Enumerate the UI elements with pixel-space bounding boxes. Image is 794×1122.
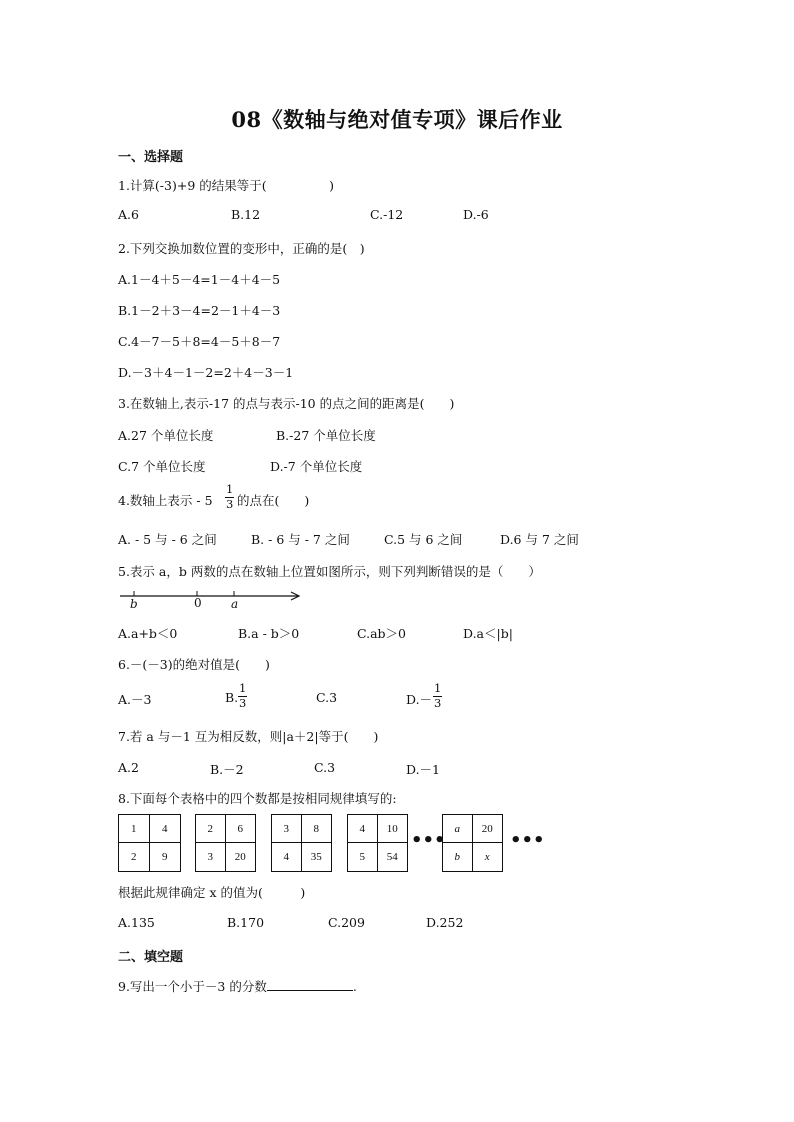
ellipsis-dots-2: •••	[510, 830, 545, 851]
q8-option-b[interactable]: B.170	[227, 915, 265, 930]
table-cell: 6	[226, 815, 256, 843]
table-cell: 20	[234, 851, 246, 863]
q6-option-b-prefix[interactable]: B.	[225, 690, 239, 705]
q5-option-c[interactable]: C.ab＞0	[357, 626, 406, 641]
number-line-label-a: a	[231, 597, 239, 611]
table-cell: 3	[272, 815, 302, 843]
q4-option-a[interactable]: A. - 5 与 - 6 之间	[118, 532, 217, 547]
q7-option-d[interactable]: D.－1	[406, 762, 441, 777]
table-cell: b	[443, 843, 473, 871]
q3-option-c[interactable]: C.7 个单位长度	[118, 459, 206, 474]
q2-option-c[interactable]: C.4－7－5＋8=4－5＋8－7	[118, 334, 281, 349]
question-1: 1.计算(-3)+9 的结果等于( )	[118, 178, 335, 193]
table-cell: 4	[348, 815, 378, 843]
q2-option-d[interactable]: D.－3＋4－1－2=2＋4－3－1	[118, 365, 294, 380]
q4-fraction-denominator: 3	[226, 496, 234, 511]
pattern-table-5	[442, 814, 503, 872]
q8-option-d[interactable]: D.252	[426, 915, 464, 930]
pattern-table-1	[118, 814, 181, 872]
table-cell: 20	[473, 815, 503, 843]
table-cell: 9	[162, 851, 168, 863]
ellipsis-dots-1: •••	[411, 830, 446, 851]
question-9-text: 9.写出一个小于－3 的分数	[118, 979, 267, 994]
q6-option-c[interactable]: C.3	[316, 690, 338, 705]
q6-d-numerator: 1	[434, 681, 442, 695]
table-cell: 4	[272, 843, 302, 871]
q2-option-b[interactable]: B.1－2＋3－4=2－1＋4－3	[118, 303, 281, 318]
q6-d-denominator: 3	[434, 695, 442, 710]
q7-option-a[interactable]: A.2	[118, 760, 139, 775]
q1-option-d[interactable]: D.-6	[463, 207, 489, 222]
pattern-table-3	[271, 814, 332, 872]
table-cell: 5	[348, 843, 378, 871]
page-title: 08《数轴与绝对值专项》课后作业	[231, 107, 563, 132]
table-cell: 1	[119, 815, 150, 843]
q4-fraction-numerator: 1	[226, 482, 234, 496]
q4-option-d[interactable]: D.6 与 7 之间	[500, 532, 579, 547]
pattern-table-2	[195, 814, 256, 872]
question-4-suffix: 的点在( )	[237, 493, 310, 508]
table-cell: 35	[310, 851, 322, 863]
q5-option-a[interactable]: A.a+b＜0	[118, 626, 178, 641]
section-heading-choice: 一、选择题	[118, 150, 184, 165]
table-cell: 2	[196, 815, 226, 843]
number-line-label-zero: 0	[194, 596, 202, 610]
q4-option-c[interactable]: C.5 与 6 之间	[384, 532, 463, 547]
number-line-figure	[118, 586, 308, 612]
q7-option-b[interactable]: B.－2	[210, 762, 244, 777]
table-cell: 8	[302, 815, 332, 843]
q4-option-b[interactable]: B. - 6 与 - 7 之间	[251, 532, 350, 547]
number-line-label-b: b	[130, 597, 138, 611]
q3-option-a[interactable]: A.27 个单位长度	[118, 428, 214, 443]
q2-option-a[interactable]: A.1－4＋5－4=1－4＋4－5	[118, 272, 281, 287]
table-cell: a	[443, 815, 473, 843]
q3-option-d[interactable]: D.-7 个单位长度	[270, 459, 363, 474]
q7-option-c[interactable]: C.3	[314, 760, 336, 775]
q6-option-b-fraction[interactable]	[238, 683, 247, 709]
q1-option-a[interactable]: A.6	[118, 207, 139, 222]
question-9	[118, 977, 357, 995]
q6-option-d-fraction[interactable]	[433, 683, 442, 709]
q5-option-b[interactable]: B.a - b＞0	[238, 626, 300, 641]
answer-blank[interactable]	[267, 980, 353, 991]
q1-option-b[interactable]: B.12	[231, 207, 261, 222]
q6-b-denominator: 3	[239, 695, 247, 710]
q5-option-d[interactable]: D.a＜|b|	[463, 626, 513, 641]
question-5: 5.表示 a，b 两数的点在数轴上位置如图所示，则下列判断错误的是（ ）	[118, 564, 541, 579]
q3-option-b[interactable]: B.-27 个单位长度	[276, 428, 376, 443]
q4-fraction	[225, 484, 234, 510]
table-cell: 54	[386, 851, 398, 863]
section-heading-fill-blank: 二、填空题	[118, 950, 184, 965]
question-9-end: .	[352, 979, 357, 994]
table-cell: 4	[150, 815, 181, 843]
question-3: 3.在数轴上,表示-17 的点与表示-10 的点之间的距离是( )	[118, 396, 455, 411]
q6-option-d-prefix[interactable]: D.－	[406, 692, 433, 707]
question-6: 6.－(－3)的绝对值是( )	[118, 657, 270, 672]
table-cell: x	[484, 851, 490, 863]
q8-option-a[interactable]: A.135	[118, 915, 155, 930]
question-8: 8.下面每个表格中的四个数都是按相同规律填写的:	[118, 791, 397, 806]
pattern-table-4	[347, 814, 408, 872]
table-cell: 2	[119, 843, 150, 871]
q1-option-c[interactable]: C.-12	[370, 207, 404, 222]
question-8-followup: 根据此规律确定 x 的值为( )	[118, 885, 306, 900]
table-cell: 10	[378, 815, 408, 843]
table-cell: 3	[196, 843, 226, 871]
question-2: 2.下列交换加数位置的变形中，正确的是( )	[118, 241, 365, 256]
q6-option-a[interactable]: A.－3	[118, 692, 152, 707]
question-4-prefix: 4.数轴上表示 - 5	[118, 493, 213, 508]
q6-b-numerator: 1	[239, 681, 247, 695]
question-7: 7.若 a 与－1 互为相反数，则|a＋2|等于( )	[118, 729, 379, 744]
q8-option-c[interactable]: C.209	[328, 915, 365, 930]
